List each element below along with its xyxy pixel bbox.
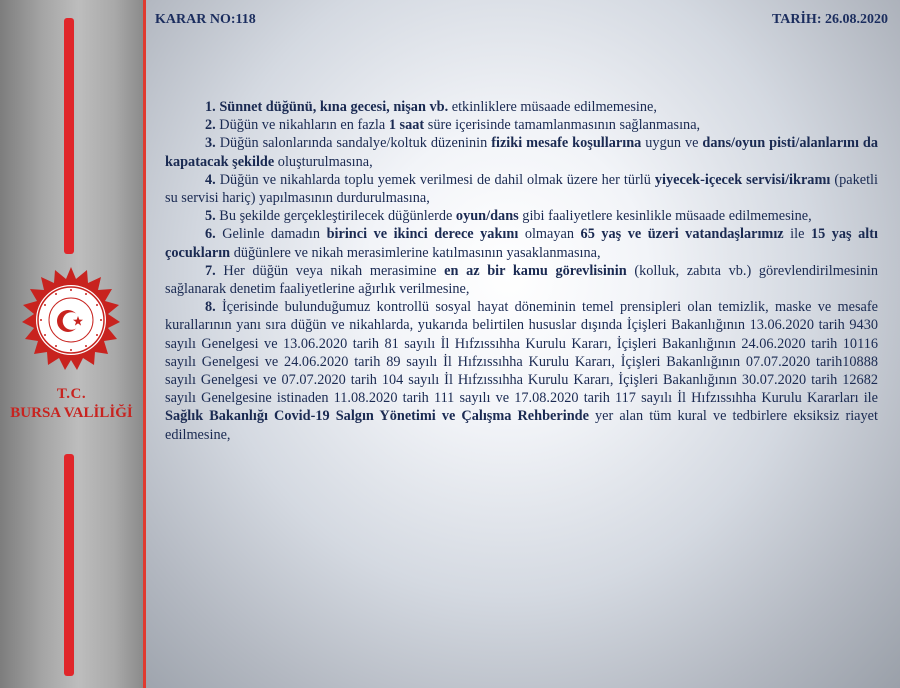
article-bold-text: yiyecek-içecek servisi/ikramı [654,171,831,188]
article-bold-text: birinci ve ikinci derece yakını [326,226,519,243]
article-5 [165,207,878,225]
decorative-bar-bottom [64,454,74,676]
article-text: gibi faaliyetlere kesinlikle müsaade edilmemesine, [518,208,812,225]
article-text: Düğün ve nikahların en fazla [215,117,389,134]
article-bold-text: 1 saat [388,117,425,134]
article-text: yer alan tüm kural ve tedbirlere eksiksiz riayet edilmesine, [165,408,878,443]
article-bold-text: Sağlık Bakanlığı Covid-19 Salgın Yönetimi ve Çalışma Rehberinde [165,408,589,425]
article-text: İçerisinde bulunduğumuz kontrollü sosyal hayat döneminin temel prensipleri olan temizlik, maske ve mesafe kurallarının yanı sıra düğün ve nikahlarda, yukarıda belirtilen hususlar dışında İçişleri Bakanlığının 13.06.2020 tarih 9430 sayılı Genelgesi ve 13.06.2020 tarih 81 sayılı İl Hıfzıssıhha Kurulu Kararı, İçişleri Bakanlığının 24.06.2020 tarih 10116 sayılı Genelgesi ve 24.06.2020 tarih 89 sayılı İl Hıfzıssıhha Kurulu Kararı, İçişleri Bakanlığının 07.07.2020 tarih10888 sayılı Genelgesi ve 07.07.2020 tarih 104 sayılı İl Hıfzıssıhha Kurulu Kararı, İçişleri Bakanlığının 30.07.2020 tarih 12682 sayılı Genelgesine istinaden 11.08.2020 tarih 111 sayılı ve 17.08.2020 tarih 117 sayılı İl Hıfzıssıhha Kurulu Kararları ile [165,299,878,407]
article-text: ile [783,226,811,243]
article-number: 8. [205,299,216,316]
article-text: düğünlere ve nikah merasimlerine katılmasının yasaklanmasına, [230,244,601,261]
article-text: Gelinle damadın [215,226,327,243]
article-bold-text: fiziki mesafe koşullarına [491,135,642,152]
decision-number: KARAR NO:118 [155,12,256,27]
article-text: (kolluk, zabıta vb.) görevlendirilmesinin sağlanarak denetim faaliyetlerine ağırlık verilmesine, [165,262,878,298]
decorative-bar-top [64,18,74,254]
article-bold-text: 65 yaş ve üzeri vatandaşlarımız [580,226,784,243]
article-2 [165,116,878,134]
article-bold-text: en az bir kamu görevlisinin [444,262,627,279]
article-bold-text: 15 yaş altı çocukların [165,226,878,261]
article-text: oluşturulmasına, [274,153,373,170]
article-3 [165,134,878,170]
article-text: etkinliklere müsaade edilmemesine, [448,99,657,115]
article-number: 4. [205,171,216,188]
decision-text [165,98,878,444]
article-bold-text: dans/oyun pisti/alanlarını da kapatacak şekilde [165,135,878,170]
article-bold-text: Sünnet düğünü, kına gecesi, nişan vb. [219,99,449,115]
article-6 [165,225,878,261]
article-number: 6. [205,226,216,243]
article-text: olmayan [518,226,581,243]
article-number: 3. [205,135,216,152]
article-number: 1. [205,99,216,115]
article-number: 2. [205,117,216,134]
article-bold-text: oyun/dans [455,208,519,225]
article-number: 7. [205,262,216,279]
article-text: Bu şekilde gerçekleştirilecek düğünlerde [215,208,456,225]
article-4 [165,171,878,207]
article-text: Her düğün veya nikah merasimine [215,262,445,279]
article-1 [165,98,878,116]
bursa-valiligi-label: BURSA VALİLİĞİ [10,405,133,421]
article-number: 5. [205,208,216,225]
article-text: (paketli su servisi hariç) yapılmasının durdurulmasına, [165,171,878,207]
article-text: Düğün ve nikahlarda toplu yemek verilmesi de dahil olmak üzere her türlü [215,171,655,188]
article-7 [165,262,878,298]
article-text: Düğün salonlarında sandalye/koltuk düzeninin [215,135,492,152]
article-8 [165,298,878,444]
bursa-valiligi-seal-icon [16,265,126,375]
article-text: uygun ve [641,135,703,152]
tc-label: T.C. [56,386,87,402]
decision-date: TARİH: 26.08.2020 [771,12,888,27]
sidebar [0,0,143,688]
article-text: süre içerisinde tamamlanmasının sağlanmasına, [424,117,701,134]
